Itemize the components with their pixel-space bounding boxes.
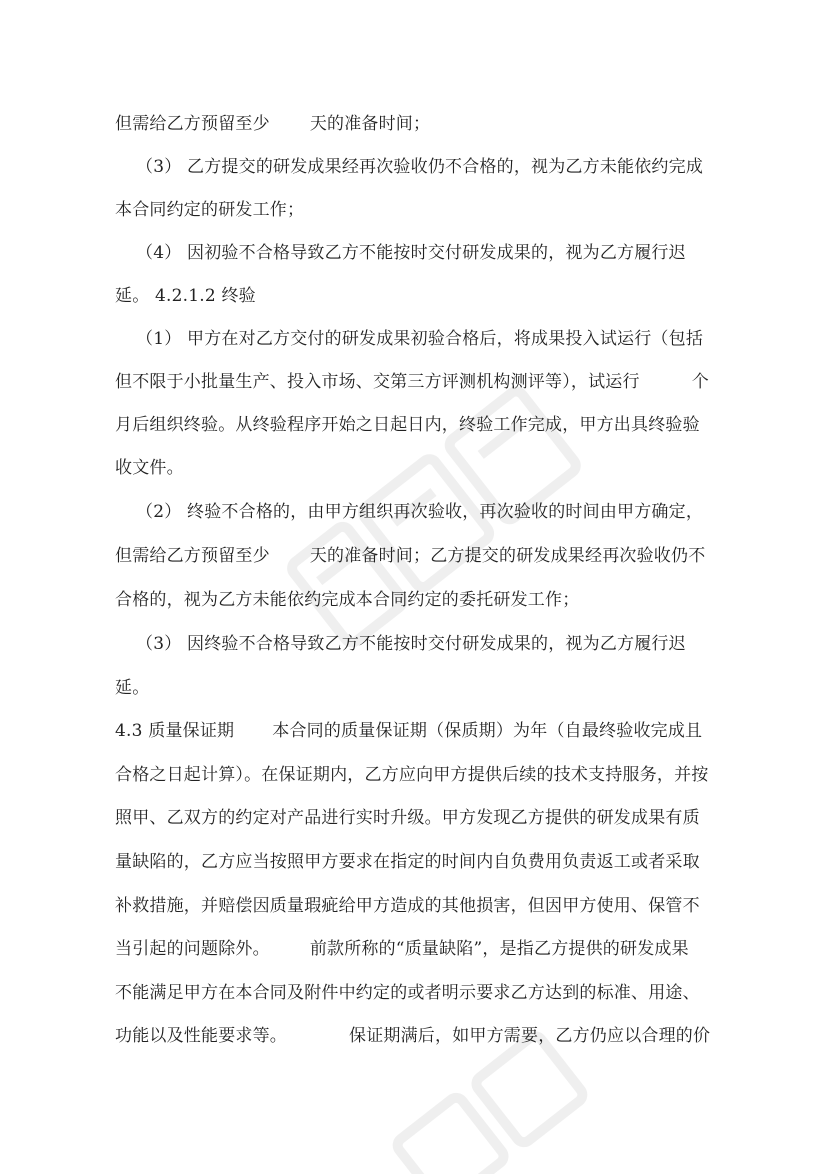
text-segment: 照甲、乙双方的约定对产品进行实时升级。甲方发现乙方提供的研发成果有质 — [115, 808, 700, 828]
text-segment: 延。 4.2.1.2 终验 — [115, 286, 256, 306]
text-segment: 合格的，视为乙方未能依约完成本合同约定的委托研发工作； — [115, 590, 580, 610]
text-line-13 — [136, 632, 686, 656]
text-segment: 保证期满后，如甲方需要，乙方仍应以合理的价 — [349, 1026, 711, 1046]
text-segment: （3） 因终验不合格导致乙方不能按时交付研发成果的，视为乙方履行迟 — [136, 634, 686, 654]
text-segment: 但需给乙方预留至少 — [115, 114, 270, 134]
text-segment: 个 — [691, 372, 709, 392]
text-line-21 — [115, 981, 700, 1005]
text-line-15 — [115, 719, 702, 743]
text-segment: 月后组织终验。从终验程序开始之日起日内，终验工作完成，甲方出具终验验 — [115, 415, 700, 435]
text-segment: （3） 乙方提交的研发成果经再次验收仍不合格的，视为乙方未能依约完成 — [136, 157, 704, 177]
text-line-7 — [115, 370, 709, 394]
text-line-9 — [115, 456, 184, 480]
text-line-11 — [115, 544, 705, 568]
text-line-6 — [136, 327, 703, 351]
text-line-17 — [115, 806, 700, 830]
text-segment: （2） 终验不合格的，由甲方组织再次验收，再次验收的时间由甲方确定， — [136, 502, 704, 522]
text-segment: （4） 因初验不合格导致乙方不能按时交付研发成果的，视为乙方履行迟 — [136, 243, 686, 263]
text-segment: 合格之日起计算）。在保证期内，乙方应向甲方提供后续的技术支持服务，并按 — [115, 765, 709, 785]
text-segment: 天的准备时间；乙方提交的研发成果经再次验收仍不 — [309, 546, 706, 566]
text-segment: 但不限于小批量生产、投入市场、交第三方评测机构测评等），试运行 — [115, 372, 640, 392]
text-line-19 — [115, 894, 700, 918]
text-segment: 前款所称的“质量缺陷”，是指乙方提供的研发成果 — [309, 939, 689, 959]
text-segment: 4.3 质量保证期 — [115, 721, 235, 741]
text-line-2 — [136, 155, 703, 179]
text-line-16 — [115, 763, 709, 787]
text-segment: 天的准备时间； — [309, 114, 431, 134]
text-line-1 — [115, 112, 430, 136]
text-line-10 — [136, 500, 703, 524]
text-segment: 延。 — [115, 678, 150, 698]
text-line-8 — [115, 413, 700, 437]
text-line-12 — [115, 588, 579, 612]
text-segment: 不能满足甲方在本合同及附件中约定的或者明示要求乙方达到的标准、用途、 — [115, 983, 700, 1003]
text-line-4 — [136, 241, 686, 265]
text-line-20 — [115, 937, 689, 961]
text-segment: 当引起的问题除外。 — [115, 939, 270, 959]
text-segment: 量缺陷的，乙方应当按照甲方要求在指定的时间内自负费用负责返工或者采取 — [115, 852, 700, 872]
text-segment: 本合同的质量保证期（保质期）为年（自最终验收完成且 — [272, 721, 703, 741]
text-segment: 本合同约定的研发工作； — [115, 200, 305, 220]
text-line-3 — [115, 198, 304, 222]
text-segment: 但需给乙方预留至少 — [115, 546, 270, 566]
text-segment: （1） 甲方在对乙方交付的研发成果初验合格后，将成果投入试运行（包括 — [136, 329, 704, 349]
text-line-22 — [115, 1024, 710, 1048]
text-line-5 — [115, 284, 256, 308]
text-line-18 — [115, 850, 700, 874]
text-line-14 — [115, 676, 149, 700]
text-segment: 功能以及性能要求等。 — [115, 1026, 287, 1046]
text-segment: 补救措施，并赔偿因质量瑕疵给甲方造成的其他损害，但因甲方使用、保管不 — [115, 896, 700, 916]
text-segment: 收文件。 — [115, 458, 184, 478]
